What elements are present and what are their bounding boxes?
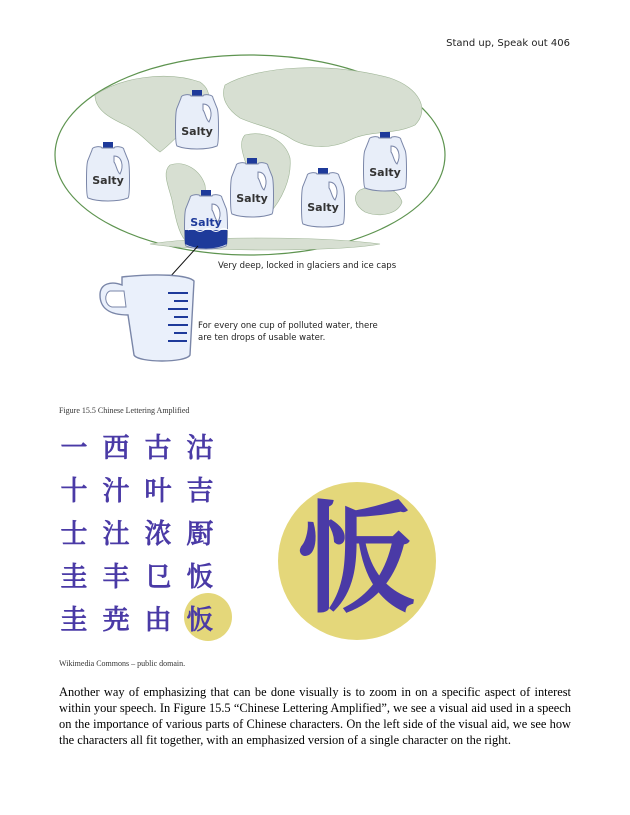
glacier-annotation: Very deep, locked in glaciers and ice caps: [218, 261, 397, 271]
jug-label-4: Salty: [307, 201, 339, 214]
character-grid: [54, 425, 234, 645]
grid-char-r4-c2: 丰: [102, 561, 130, 593]
grid-char-r1-c2: 西: [102, 432, 130, 464]
grid-char-r1-c4: 沽: [186, 432, 214, 464]
jug-label-5: Salty: [369, 166, 401, 179]
water-infographic: [0, 0, 630, 400]
grid-char-r2-c3: 叶: [144, 475, 172, 507]
measuring-cup: [100, 275, 194, 361]
salty-jug-4: [302, 168, 345, 227]
salty-jug-water: [185, 190, 229, 249]
jug-label-2: Salty: [181, 125, 213, 138]
grid-char-r5-c4: 㤆: [186, 604, 214, 636]
grid-char-r3-c1: 士: [60, 518, 88, 550]
grid-char-r3-c2: 汢: [102, 518, 130, 550]
cup-annotation-line2: are ten drops of usable water.: [198, 333, 326, 343]
grid-char-r3-c3: 浓: [144, 518, 172, 550]
grid-char-r2-c1: 十: [60, 475, 88, 507]
cup-annotation-line1: For every one cup of polluted water, there: [198, 321, 378, 331]
grid-char-r1-c1: 一: [60, 432, 88, 464]
jug-label-1: Salty: [92, 174, 124, 187]
grid-char-r4-c1: 圭: [60, 561, 88, 593]
body-paragraph: Another way of emphasizing that can be done visually is to zoom in on a specific aspect of interest within your speech. In Figure 15.5 “Chinese Lettering Amplified”, we see a visual aid used in a speech on the importance of various parts of Chinese characters. On the left side of the visual aid, we see how the characters all fit together, with an emphasized version of a single character on the right.: [59, 685, 571, 747]
grid-char-r3-c4: 㕑: [186, 518, 214, 550]
grid-char-r1-c3: 古: [144, 432, 172, 464]
water-fill: [185, 230, 227, 249]
image-credit: Wikimedia Commons – public domain.: [59, 659, 186, 668]
grid-char-r4-c3: 㔾: [144, 561, 172, 593]
big-character: 㤆: [297, 491, 417, 630]
salty-jug-1: [87, 142, 130, 201]
grid-char-r5-c3: 由: [144, 604, 172, 636]
grid-char-r2-c4: 吉: [186, 475, 214, 507]
page-header: Stand up, Speak out 406: [446, 38, 570, 49]
salty-jug-2: [176, 90, 219, 149]
grid-char-r4-c4: 㤆: [186, 561, 214, 593]
salty-jug-5: [364, 132, 407, 191]
grid-char-r2-c2: 汁: [102, 475, 130, 507]
grid-char-r5-c1: 圭: [60, 604, 88, 636]
salty-jug-3: [231, 158, 274, 217]
jug-label-3: Salty: [236, 192, 268, 205]
figure-caption: Figure 15.5 Chinese Lettering Amplified: [59, 406, 190, 415]
jug-label-water: Salty: [190, 216, 222, 229]
grid-char-r5-c2: 尭: [102, 604, 130, 636]
